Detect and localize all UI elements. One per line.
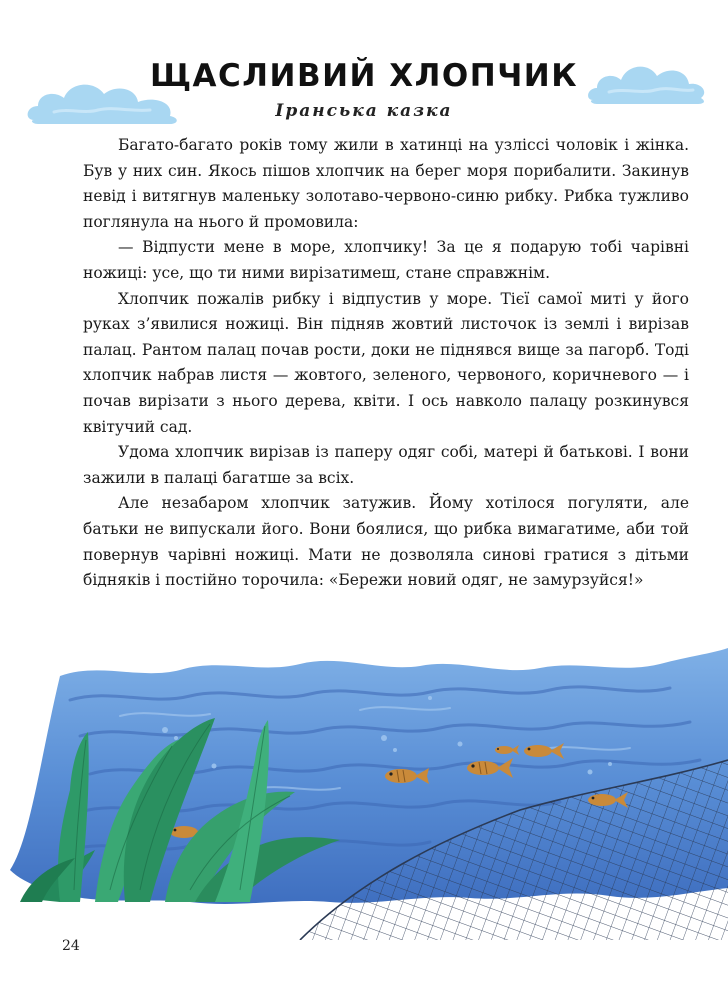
paragraph: Удома хлопчик вирізав із паперу одяг собі, матері й батькові. І вони зажили в палаці багатше за всіх. — [83, 443, 689, 487]
story-title: ЩАСЛИВИЙ ХЛОПЧИК — [149, 58, 579, 94]
paragraph: Багато-багато років тому жили в хатинці на узліссі чоловік і жінка. Був у них син. Якось пішов хлопчик на берег моря порибалити. Закинув невід і витягнув маленьку золотаво-червоно-синю рибку. Рибка тужливо поглянула на нього й промовила: — [83, 136, 689, 231]
paragraph: — Відпусти мене в море, хлопчику! За це я подарую тобі чарівні ножиці: усе, що ти ними вирізатимеш, стане справжнім. — [83, 238, 689, 282]
page-number: 24 — [62, 938, 80, 954]
paragraph: Хлопчик пожалів рибку і відпустив у море. Тієї самої миті у його руках з’явилися ножиці. Він підняв жовтий листочок із землі і вирізав палац. Рантом палац почав рости, доки не піднявся вище за пагорб. Тоді хлопчик набрав листя — жовтого, зеленого, червоного, коричневого — і почав вирізати з нього дерева, квіти. І ось навколо палацу розкинувся квітучий сад. — [83, 289, 689, 436]
paragraph: Але незабаром хлопчик затужив. Йому хотілося погуляти, але батьки не випускали його. Вони боялися, що рибка вимагатиме, аби той повернув чарівні ножиці. Мати не дозволяла синові гратися з дітьми бідняків і постійно торочила: «Бережи новий одяг, не замурзуйся!» — [83, 494, 689, 590]
sea-illustration — [0, 640, 728, 940]
story-subtitle: Іранська казка — [275, 101, 453, 121]
story-text — [83, 133, 689, 594]
